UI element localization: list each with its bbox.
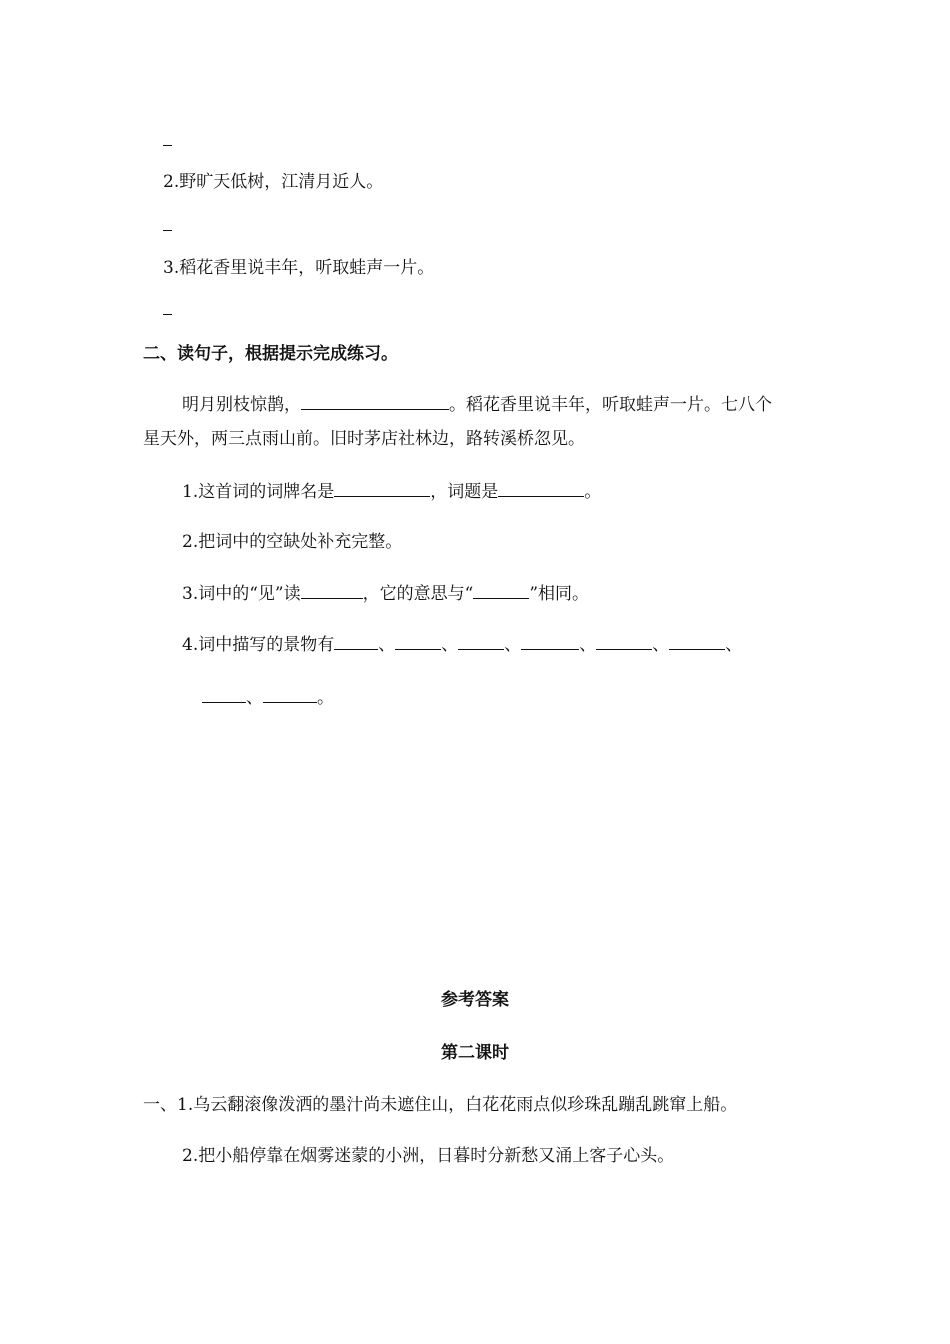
separator: 、 xyxy=(579,635,597,655)
period: 。 xyxy=(317,688,334,708)
poem-line-1 xyxy=(182,393,772,416)
poem-text-part1: 明月别枝惊鹊， xyxy=(182,395,301,415)
answer-1: 一、1.乌云翻滚像泼洒的墨汁尚未遮住山，白花花雨点似珍珠乱蹦乱跳窜上船。 xyxy=(143,1095,738,1115)
q4-blank[interactable] xyxy=(395,633,441,650)
poem-text-part2: 。稻花香里说丰年，听取蛙声一片。七八个 xyxy=(449,395,772,415)
separator: 、 xyxy=(504,635,522,655)
question-1 xyxy=(182,480,601,503)
separator: 、 xyxy=(246,688,263,708)
q4-blank[interactable] xyxy=(334,633,378,650)
poem-line-2: 星天外，两三点雨山前。旧时茅店社林边，路转溪桥忽见。 xyxy=(143,429,585,449)
answer-line-1 xyxy=(163,145,172,146)
separator: 、 xyxy=(725,635,743,655)
q1-blank-cipai[interactable] xyxy=(334,480,430,497)
answers-subtitle: 第二课时 xyxy=(441,1043,509,1063)
question-4 xyxy=(182,633,742,656)
question-item-2: 2.野旷天低树，江清月近人。 xyxy=(163,172,384,192)
question-2: 2.把词中的空缺处补充完整。 xyxy=(182,532,403,552)
q4-blank[interactable] xyxy=(202,686,246,703)
q4-blank[interactable] xyxy=(458,633,504,650)
q3-end: ”相同。 xyxy=(529,584,590,604)
q3-prefix: 3.词中的“见”读 xyxy=(182,584,301,604)
q4-blank[interactable] xyxy=(263,686,317,703)
q4-prefix: 4.词中描写的景物有 xyxy=(182,635,335,655)
question-3 xyxy=(182,582,589,605)
separator: 、 xyxy=(441,635,459,655)
answer-2: 2.把小船停靠在烟雾迷蒙的小洲，日暮时分新愁又涌上客子心头。 xyxy=(182,1146,675,1166)
q1-prefix: 1.这首词的词牌名是 xyxy=(182,482,335,502)
section-heading: 二、读句子，根据提示完成练习。 xyxy=(143,344,398,364)
q1-end: 。 xyxy=(584,482,602,502)
q4-blank[interactable] xyxy=(596,633,652,650)
question-4-continued xyxy=(202,686,334,709)
q3-blank-meaning[interactable] xyxy=(473,582,529,599)
q4-blank[interactable] xyxy=(669,633,725,650)
separator: 、 xyxy=(652,635,670,655)
answer-line-2 xyxy=(163,230,172,231)
q3-middle: ，它的意思与“ xyxy=(362,584,474,604)
answers-title: 参考答案 xyxy=(441,990,509,1010)
poem-blank[interactable] xyxy=(301,393,449,410)
answer-line-3 xyxy=(163,314,172,315)
q1-middle: ，词题是 xyxy=(430,482,499,502)
question-item-3: 3.稻花香里说丰年，听取蛙声一片。 xyxy=(163,258,435,278)
q4-blank[interactable] xyxy=(521,633,579,650)
q1-blank-title[interactable] xyxy=(498,480,584,497)
q3-blank-reading[interactable] xyxy=(301,582,363,599)
separator: 、 xyxy=(378,635,396,655)
